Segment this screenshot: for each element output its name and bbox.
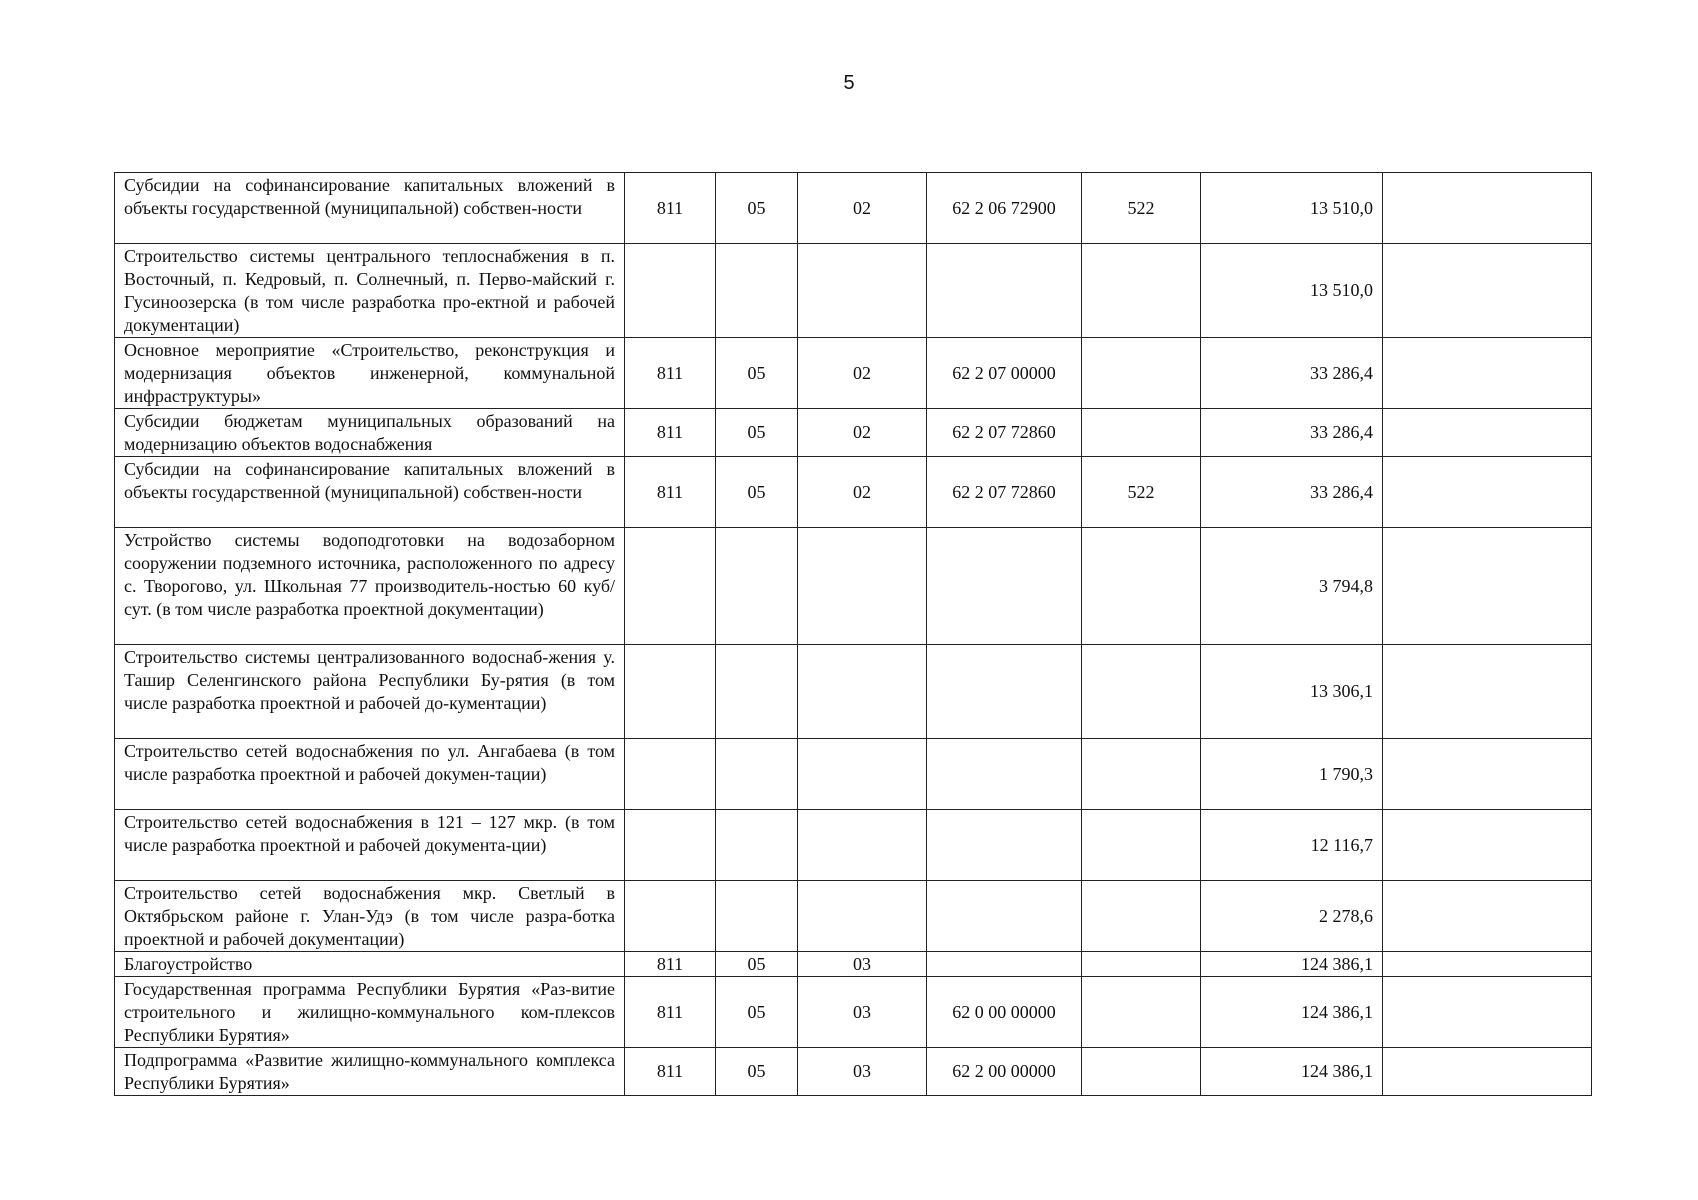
cell-sum: 33 286,4 [1201, 338, 1383, 409]
cell-pr [798, 739, 927, 810]
cell-rz [716, 244, 798, 338]
cell-ved: 811 [625, 457, 716, 528]
cell-sum: 1 790,3 [1201, 739, 1383, 810]
row-name: Субсидии бюджетам муниципальных образований на модернизацию объектов водоснабжения [115, 409, 625, 457]
cell-ved [625, 881, 716, 952]
cell-sum: 2 278,6 [1201, 881, 1383, 952]
cell-csr [927, 528, 1082, 645]
cell-csr [927, 739, 1082, 810]
cell-ved: 811 [625, 173, 716, 244]
cell-sum: 3 794,8 [1201, 528, 1383, 645]
cell-vr [1082, 338, 1201, 409]
table-row [115, 881, 1592, 952]
cell-csr [927, 810, 1082, 881]
cell-ved: 811 [625, 977, 716, 1048]
cell-rz [716, 528, 798, 645]
cell-pr: 02 [798, 457, 927, 528]
row-name: Государственная программа Республики Бурятия «Раз-витие строительного и жилищно-коммунального ком-плексов Республики Бурятия» [115, 977, 625, 1048]
cell-rz [716, 739, 798, 810]
row-name: Благоустройство [115, 952, 625, 977]
cell-pr [798, 244, 927, 338]
cell-ved [625, 528, 716, 645]
cell-extra [1383, 739, 1592, 810]
cell-extra [1383, 528, 1592, 645]
cell-sum: 124 386,1 [1201, 977, 1383, 1048]
cell-extra [1383, 977, 1592, 1048]
cell-ved: 811 [625, 1048, 716, 1096]
cell-pr: 03 [798, 1048, 927, 1096]
cell-sum: 12 116,7 [1201, 810, 1383, 881]
cell-sum: 13 510,0 [1201, 244, 1383, 338]
cell-csr [927, 881, 1082, 952]
table-row [115, 457, 1592, 528]
row-name: Строительство сетей водоснабжения по ул. Ангабаева (в том числе разработка проектной и рабочей докумен-тации) [115, 739, 625, 810]
cell-pr: 03 [798, 977, 927, 1048]
cell-ved: 811 [625, 952, 716, 977]
cell-csr [927, 645, 1082, 739]
cell-sum: 124 386,1 [1201, 1048, 1383, 1096]
cell-vr [1082, 952, 1201, 977]
table-row [115, 952, 1592, 977]
cell-csr: 62 2 07 00000 [927, 338, 1082, 409]
cell-vr [1082, 810, 1201, 881]
cell-sum: 13 510,0 [1201, 173, 1383, 244]
cell-pr: 02 [798, 173, 927, 244]
cell-rz [716, 645, 798, 739]
table-row [115, 739, 1592, 810]
cell-csr: 62 2 07 72860 [927, 409, 1082, 457]
cell-vr: 522 [1082, 173, 1201, 244]
cell-extra [1383, 810, 1592, 881]
row-name: Субсидии на софинансирование капитальных вложений в объекты государственной (муниципальной) собствен-ности [115, 173, 625, 244]
table-row [115, 173, 1592, 244]
cell-rz: 05 [716, 457, 798, 528]
cell-ved: 811 [625, 338, 716, 409]
table-row [115, 338, 1592, 409]
cell-pr: 02 [798, 338, 927, 409]
cell-pr [798, 881, 927, 952]
cell-pr: 02 [798, 409, 927, 457]
cell-vr [1082, 409, 1201, 457]
row-name: Субсидии на софинансирование капитальных вложений в объекты государственной (муниципальной) собствен-ности [115, 457, 625, 528]
cell-vr [1082, 528, 1201, 645]
cell-ved [625, 244, 716, 338]
cell-extra [1383, 244, 1592, 338]
cell-csr: 62 2 07 72860 [927, 457, 1082, 528]
table-row [115, 645, 1592, 739]
cell-ved [625, 645, 716, 739]
cell-extra [1383, 881, 1592, 952]
cell-vr [1082, 645, 1201, 739]
cell-rz [716, 810, 798, 881]
cell-sum: 33 286,4 [1201, 457, 1383, 528]
cell-extra [1383, 409, 1592, 457]
cell-vr [1082, 977, 1201, 1048]
cell-rz: 05 [716, 1048, 798, 1096]
cell-vr: 522 [1082, 457, 1201, 528]
row-name: Основное мероприятие «Строительство, реконструкция и модернизация объектов инженерной, коммунальной инфраструктуры» [115, 338, 625, 409]
cell-ved [625, 810, 716, 881]
cell-vr [1082, 1048, 1201, 1096]
cell-vr [1082, 739, 1201, 810]
cell-vr [1082, 881, 1201, 952]
cell-rz: 05 [716, 338, 798, 409]
cell-extra [1383, 457, 1592, 528]
cell-rz: 05 [716, 409, 798, 457]
cell-sum: 33 286,4 [1201, 409, 1383, 457]
cell-csr: 62 0 00 00000 [927, 977, 1082, 1048]
table-row [115, 977, 1592, 1048]
cell-rz: 05 [716, 977, 798, 1048]
row-name: Строительство сетей водоснабжения мкр. Светлый в Октябрьском районе г. Улан-Удэ (в том числе разра-ботка проектной и рабочей документации) [115, 881, 625, 952]
cell-rz: 05 [716, 952, 798, 977]
cell-csr [927, 952, 1082, 977]
cell-sum: 13 306,1 [1201, 645, 1383, 739]
cell-vr [1082, 244, 1201, 338]
cell-rz: 05 [716, 173, 798, 244]
table-row [115, 409, 1592, 457]
budget-table [114, 172, 1592, 1096]
page-number: 5 [843, 72, 855, 94]
cell-ved [625, 739, 716, 810]
row-name: Подпрограмма «Развитие жилищно-коммунального комплекса Республики Бурятия» [115, 1048, 625, 1096]
cell-ved: 811 [625, 409, 716, 457]
table-row [115, 528, 1592, 645]
table-row [115, 810, 1592, 881]
cell-rz [716, 881, 798, 952]
cell-csr [927, 244, 1082, 338]
table-row [115, 1048, 1592, 1096]
cell-pr: 03 [798, 952, 927, 977]
cell-csr: 62 2 06 72900 [927, 173, 1082, 244]
row-name: Строительство системы центрального теплоснабжения в п. Восточный, п. Кедровый, п. Солнечный, п. Перво-майский г. Гусиноозерска (в том числе разработка про-ектной и рабочей документации) [115, 244, 625, 338]
cell-pr [798, 810, 927, 881]
cell-extra [1383, 1048, 1592, 1096]
cell-extra [1383, 645, 1592, 739]
row-name: Строительство системы централизованного водоснаб-жения у. Ташир Селенгинского района Республики Бу-рятия (в том числе разработка проектной и рабочей до-кументации) [115, 645, 625, 739]
cell-extra [1383, 173, 1592, 244]
cell-extra [1383, 952, 1592, 977]
cell-pr [798, 528, 927, 645]
cell-pr [798, 645, 927, 739]
cell-csr: 62 2 00 00000 [927, 1048, 1082, 1096]
row-name: Устройство системы водоподготовки на водозаборном сооружении подземного источника, расположенного по адресу с. Творогово, ул. Школьная 77 производитель-ностью 60 куб/сут. (в том числе разработка проектной документации) [115, 528, 625, 645]
row-name: Строительство сетей водоснабжения в 121 – 127 мкр. (в том числе разработка проектной и рабочей документа-ции) [115, 810, 625, 881]
table-row [115, 244, 1592, 338]
cell-extra [1383, 338, 1592, 409]
cell-sum: 124 386,1 [1201, 952, 1383, 977]
